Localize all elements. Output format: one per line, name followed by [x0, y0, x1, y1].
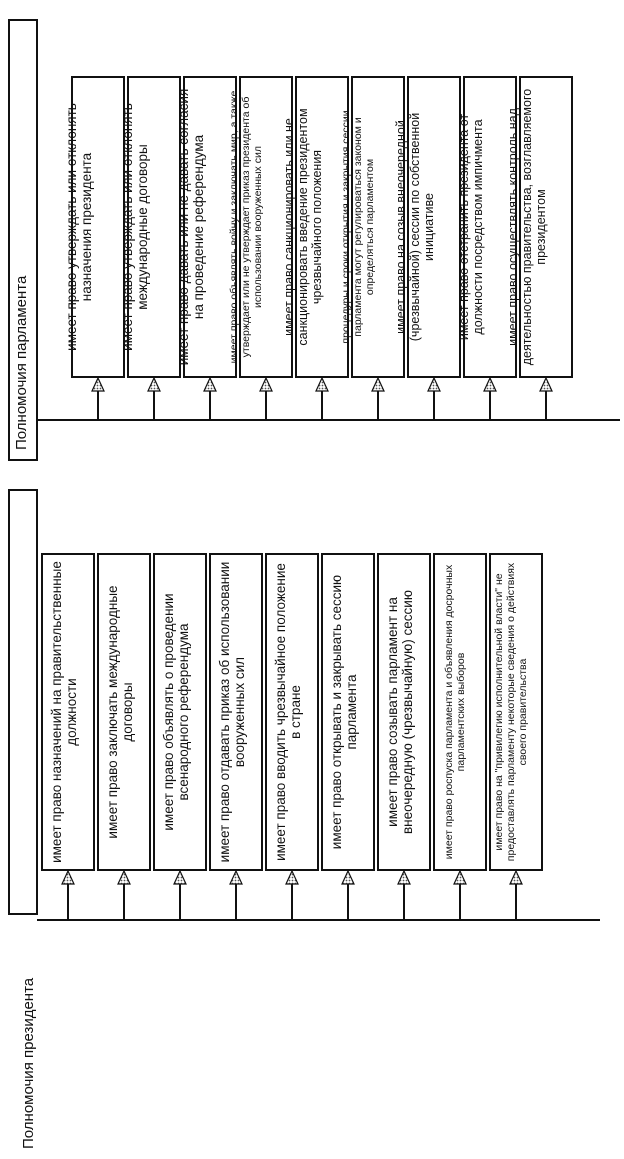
president-arrow	[286, 871, 298, 884]
president-item-5: имеет право вводить чрезвычайное положение в стране	[272, 563, 303, 861]
president-item-9: имеет право на "привилегию исполнительной власти" не предоставлять парламенту некоторые сведения о действиях своего правительства	[493, 562, 529, 862]
president-item-2: имеет право заключать международные договоры	[104, 585, 135, 839]
parliament-arrow	[428, 378, 440, 391]
president-item-7: имеет право созывать парламент на внеочередную (чрезвычайную) сессию	[384, 590, 415, 834]
parliament-arrow	[148, 378, 160, 391]
parliament-item-7: имеет право на созыв внеочередной (чрезвычайной) сессии по собственной инициативе	[394, 112, 436, 342]
parliament-arrow	[260, 378, 272, 391]
parliament-arrow	[540, 378, 552, 391]
president-arrow	[454, 871, 466, 884]
president-item-box	[266, 554, 318, 870]
parliament-item-8: имеет право отстранить президента от должности посредством импичмента	[457, 113, 485, 341]
president-arrow	[118, 871, 130, 884]
president-item-box	[490, 554, 542, 870]
parliament-item-4: имеет право объявлять войну и заключать мир, а также утверждает или не утверждает приказ президента об использовании вооруженных сил	[228, 90, 264, 364]
parliament-item-5: имеет право санкционировать или не санкционировать введение президентом чрезвычайного положения	[282, 108, 324, 346]
president-arrow	[510, 871, 522, 884]
president-header-text: Полномочия президента	[19, 977, 37, 1149]
president-item-4: имеет право отдавать приказ об использовании вооруженных сил	[216, 561, 247, 863]
president-arrow	[398, 871, 410, 884]
parliament-item-box	[240, 77, 292, 377]
parliament-item-1: имеет право утверждать или отклонять назначения президента	[63, 103, 94, 351]
president-item-box	[154, 554, 206, 870]
president-item-3: имеет право объявлять о проведении всенародного референдума	[160, 593, 191, 831]
parliament-arrow	[316, 378, 328, 391]
parliament-item-box	[72, 77, 124, 377]
parliament-item-9: имеет право осуществлять контроль над деятельностью правительства, возглавляемого президентом	[506, 88, 548, 366]
parliament-arrow	[204, 378, 216, 391]
president-item-8: имеет право роспуска парламента и объявления досрочных парламентских выборов	[443, 564, 467, 860]
president-item-1: имеет право назначений на правительственные должности	[48, 561, 79, 863]
parliament-item-2: имеет право утверждать или отклонять международные договоры	[119, 103, 150, 351]
president-arrow	[230, 871, 242, 884]
president-item-box	[210, 554, 262, 870]
president-item-box	[98, 554, 150, 870]
parliament-arrow	[372, 378, 384, 391]
parliament-item-6: процедуры и сроки открытия и закрытия сессии парламента могут регулироваться законом и определяться парламентом	[340, 110, 376, 344]
parliament-item-box	[520, 77, 572, 377]
president-arrow	[174, 871, 186, 884]
parliament-item-box	[352, 77, 404, 377]
parliament-item-box	[408, 77, 460, 377]
president-arrow	[342, 871, 354, 884]
president-header-box	[9, 490, 37, 914]
parliament-arrow	[484, 378, 496, 391]
president-item-box	[322, 554, 374, 870]
president-item-box	[434, 554, 486, 870]
parliament-header-text: Полномочия парламента	[12, 275, 30, 450]
president-arrow	[62, 871, 74, 884]
president-item-box	[378, 554, 430, 870]
parliament-item-box	[184, 77, 236, 377]
parliament-item-box	[128, 77, 180, 377]
parliament-item-3: имеет право давать или не давать согласия на проведение референдума	[175, 88, 206, 366]
parliament-item-box	[296, 77, 348, 377]
president-item-6: имеет право открывать и закрывать сессию парламента	[328, 574, 359, 850]
president-item-box	[42, 554, 94, 870]
parliament-arrow	[92, 378, 104, 391]
parliament-item-box	[464, 77, 516, 377]
parliament-header-box	[9, 20, 37, 460]
